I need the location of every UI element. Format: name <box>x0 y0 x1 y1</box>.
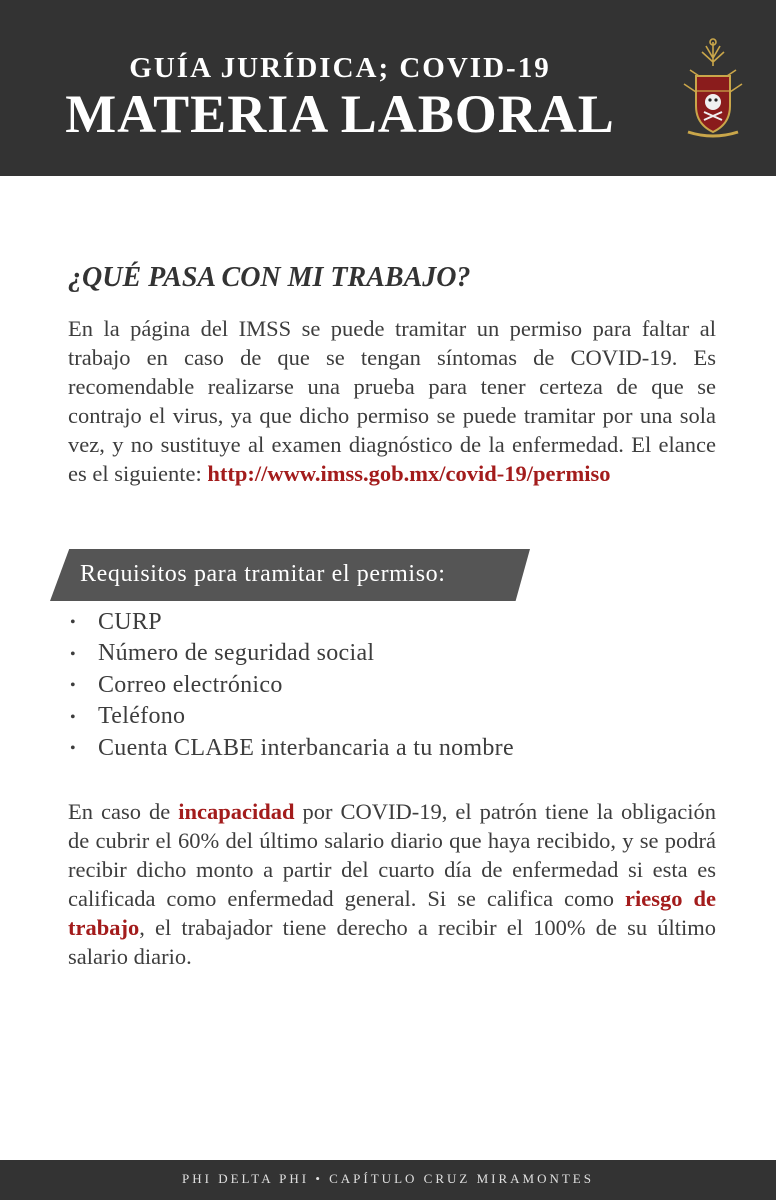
intro-paragraph <box>68 314 716 488</box>
bullet-icon: • <box>70 645 76 663</box>
incapacity-paragraph <box>68 797 716 971</box>
list-item <box>70 670 514 701</box>
paragraph-text: , el trabajador tiene derecho a recibir el 100% de su último salario diario. <box>68 915 716 969</box>
header-subtitle: GUÍA JURÍDICA; COVID-19 <box>129 52 551 84</box>
bullet-icon: • <box>70 740 76 758</box>
list-item-label: Cuenta CLABE interbancaria a tu nombre <box>98 734 514 761</box>
list-item-label: Teléfono <box>98 703 186 730</box>
section-question: ¿QUÉ PASA CON MI TRABAJO? <box>68 262 471 293</box>
imss-permit-link[interactable]: http://www.imss.gob.mx/covid-19/permiso <box>207 461 611 486</box>
list-item <box>70 733 514 764</box>
paragraph-text: En caso de <box>68 799 179 824</box>
highlight-riesgo-de-trabajo: riesgo de trabajo <box>68 886 716 940</box>
highlight-incapacidad: incapacidad <box>178 799 295 824</box>
list-item-label: CURP <box>98 609 162 635</box>
paragraph-text: por COVID-19, el patrón tiene la obligación de cubrir el 60% del último salario diario que haya recibido, y se podrá recibir dicho monto a partir del cuarto día de enfermedad si esta es calificada como enfermedad general. Si se califica como <box>68 799 717 911</box>
coat-of-arms-icon <box>678 36 748 140</box>
bullet-icon: • <box>70 614 76 632</box>
header-title: MATERIA LABORAL <box>65 84 615 144</box>
footer-text: PHI DELTA PHI • CAPÍTULO CRUZ MIRAMONTES <box>182 1171 594 1186</box>
bullet-icon: • <box>70 677 76 695</box>
list-item <box>70 607 514 638</box>
list-item-label: Correo electrónico <box>98 671 283 698</box>
list-item <box>70 638 514 669</box>
list-item-label: Número de seguridad social <box>98 640 375 667</box>
requirements-list <box>70 607 514 764</box>
intro-text: En la página del IMSS se puede tramitar un permiso para faltar al trabajo en caso de que se tengan síntomas de COVID-19. Es recomendable realizarse una prueba para tener certeza de que se contrajo el virus, ya que dicho permiso se puede tramitar por una sola vez, y no sustituye al examen diagnóstico de la enfermedad. El elance es el siguiente: <box>68 316 716 486</box>
list-item <box>70 701 514 732</box>
bullet-icon: • <box>70 708 76 726</box>
requirements-heading: Requisitos para tramitar el permiso: <box>80 561 446 587</box>
